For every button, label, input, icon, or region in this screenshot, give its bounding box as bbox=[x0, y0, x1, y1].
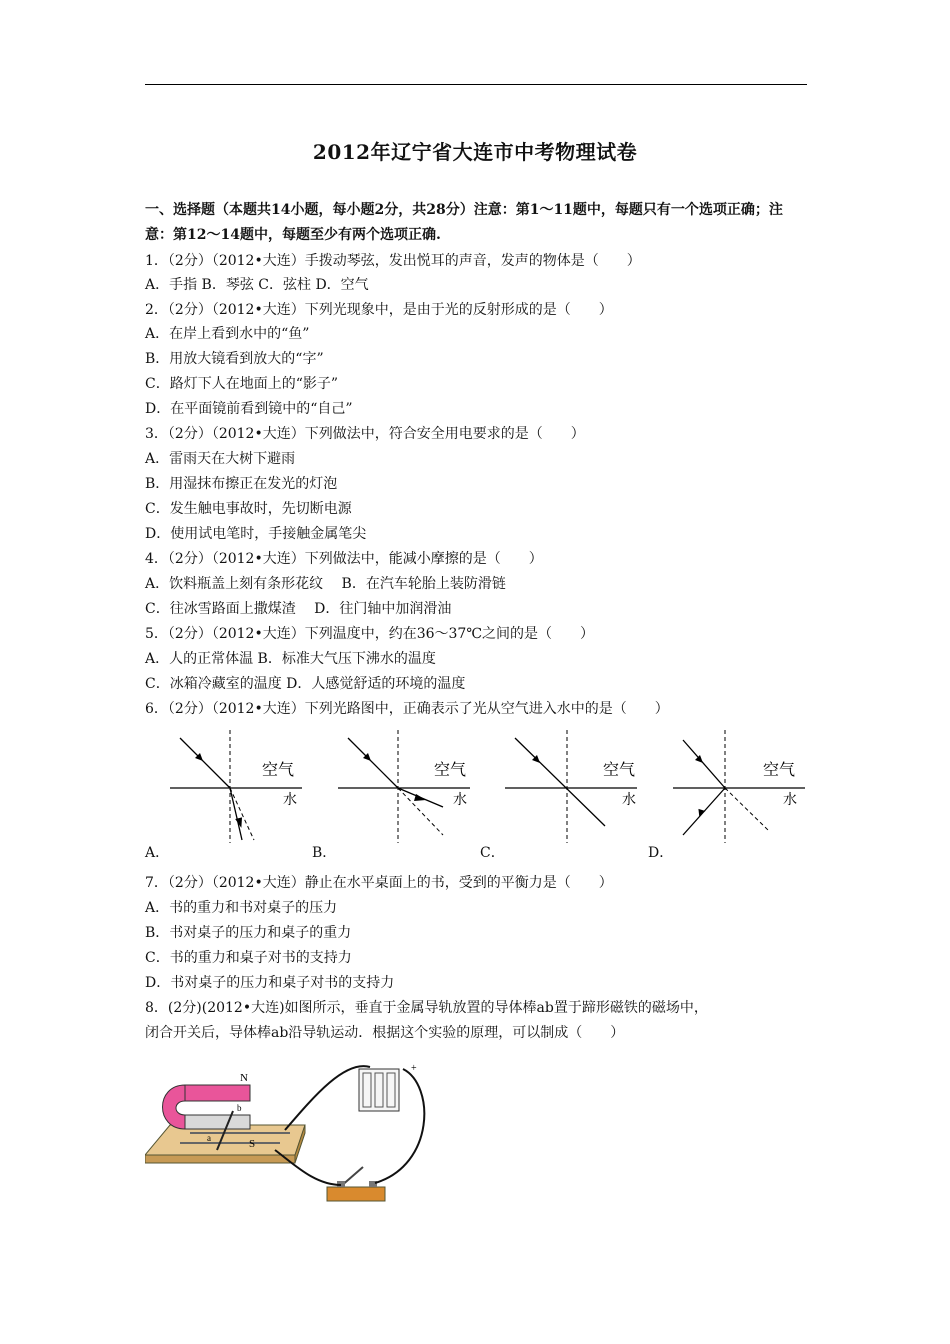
q3-option-d: D．使用试电笔时，手接触金属笔尖 bbox=[145, 526, 367, 542]
q7-option-b: B．书对桌子的压力和桌子的重力 bbox=[145, 925, 352, 941]
q8-label-b: b bbox=[237, 1103, 242, 1113]
section-heading: 一、选择题（本题共14小题，每小题2分，共28分）注意：第1～11题中，每题只有一个选项正确；注意：第12～14题中，每题至少有两个选项正确. bbox=[145, 202, 783, 243]
q6-label-a: A． bbox=[145, 845, 170, 861]
q5-options-ab: A．人的正常体温 B．标准大气压下沸水的温度 bbox=[145, 651, 436, 667]
q5-options-cd: C．冰箱冷藏室的温度 D．人感觉舒适的环境的温度 bbox=[145, 676, 466, 692]
q7-option-c: C．书的重力和桌子对书的支持力 bbox=[145, 950, 352, 966]
q7-option-d: D．书对桌子的压力和桌子对书的支持力 bbox=[145, 975, 395, 991]
q1-stem: 1．（2分）（2012•大连）手拨动琴弦，发出悦耳的声音，发声的物体是（ ） bbox=[145, 253, 641, 269]
page-title: 2012年辽宁省大连市中考物理试卷 bbox=[312, 140, 638, 164]
q6-diagram-b bbox=[338, 730, 478, 845]
q1-options: A．手指 B．琴弦 C．弦柱 D．空气 bbox=[145, 277, 369, 293]
q6-stem: 6．（2分）（2012•大连）下列光路图中，正确表示了光从空气进入水中的是（ ） bbox=[145, 701, 669, 717]
q4-options-cd: C．往冰雪路面上撒煤渣 D．往门轴中加润滑油 bbox=[145, 601, 452, 617]
svg-text:空气: 空气 bbox=[603, 762, 636, 779]
svg-text:水: 水 bbox=[453, 791, 467, 807]
q2-option-c: C．路灯下人在地面上的“影子” bbox=[145, 376, 339, 392]
q8-label-s: S bbox=[249, 1138, 256, 1150]
q6-label-c: C． bbox=[480, 845, 505, 861]
q7-stem: 7．（2分）（2012•大连）静止在水平桌面上的书，受到的平衡力是（ ） bbox=[145, 875, 613, 891]
q3-option-a: A．雷雨天在大树下避雨 bbox=[145, 451, 296, 467]
q8-stem-line1: 8．(2分)(2012•大连)如图所示，垂直于金属导轨放置的导体棒ab置于蹄形磁铁的磁场中， bbox=[145, 1000, 708, 1016]
q3-stem: 3．（2分）（2012•大连）下列做法中，符合安全用电要求的是（ ） bbox=[145, 426, 585, 442]
q4-options-ab: A．饮料瓶盖上刻有条形花纹 B．在汽车轮胎上装防滑链 bbox=[145, 576, 506, 592]
q5-stem: 5．（2分）（2012•大连）下列温度中，约在36～37℃之间的是（ ） bbox=[145, 626, 594, 642]
q8-label-a: a bbox=[207, 1133, 211, 1143]
q8-circuit-figure bbox=[145, 1055, 445, 1215]
q2-stem: 2．（2分）（2012•大连）下列光现象中，是由于光的反射形成的是（ ） bbox=[145, 302, 613, 318]
q8-label-plus: + bbox=[411, 1063, 417, 1074]
q2-option-a: A．在岸上看到水中的“鱼” bbox=[145, 326, 310, 342]
q8-stem-line2: 闭合开关后，导体棒ab沿导轨运动．根据这个实验的原理，可以制成（ ） bbox=[145, 1025, 625, 1041]
header-rule bbox=[145, 84, 807, 85]
q6-diagram-a bbox=[170, 730, 310, 845]
svg-text:空气: 空气 bbox=[434, 762, 467, 779]
svg-text:水: 水 bbox=[783, 791, 797, 807]
q3-option-b: B．用湿抹布擦正在发光的灯泡 bbox=[145, 476, 338, 492]
q2-option-d: D．在平面镜前看到镜中的“自己” bbox=[145, 401, 353, 417]
q6-diagrams bbox=[145, 730, 810, 865]
q6-water-label: 水 bbox=[283, 791, 297, 807]
svg-text:水: 水 bbox=[622, 791, 636, 807]
q8-label-n: N bbox=[240, 1072, 248, 1084]
q7-option-a: A．书的重力和书对桌子的压力 bbox=[145, 900, 338, 916]
svg-text:空气: 空气 bbox=[763, 762, 796, 779]
q2-option-b: B．用放大镜看到放大的“字” bbox=[145, 351, 324, 367]
q6-diagram-d bbox=[673, 730, 813, 845]
q6-label-b: B． bbox=[312, 845, 337, 861]
q6-diagram-c bbox=[505, 730, 645, 845]
q6-air-label: 空气 bbox=[262, 762, 295, 779]
q3-option-c: C．发生触电事故时，先切断电源 bbox=[145, 501, 352, 517]
q4-stem: 4．（2分）（2012•大连）下列做法中，能减小摩擦的是（ ） bbox=[145, 551, 543, 567]
q6-label-d: D． bbox=[648, 845, 674, 861]
